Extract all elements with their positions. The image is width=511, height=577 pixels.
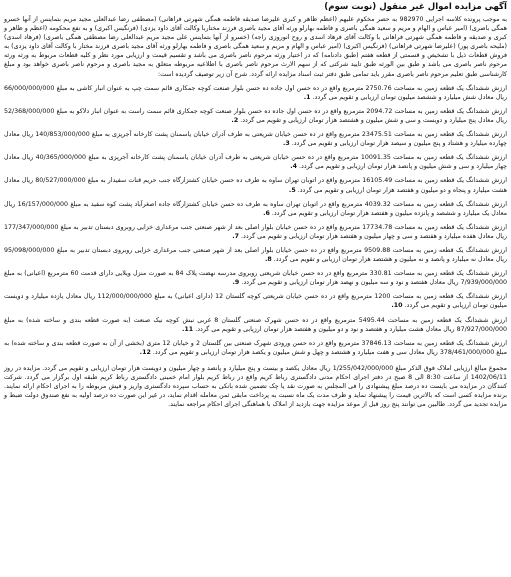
notice-title: آگهی مزایده اموال غیر منقول (نوبت سوم)	[324, 2, 507, 12]
property-item	[4, 339, 507, 357]
property-number: 12.	[139, 348, 151, 356]
property-number: 5.	[288, 186, 296, 194]
property-item	[4, 292, 507, 310]
auction-notice	[0, 1, 511, 577]
property-description: ارزش ششدانگ یک قطعه زمین به مساحت 4039.32 مترمربع واقع در اتوبان تهران ساوه به طرف ده حسن خیابان کشتزارگاه جاده اصغرآباد پشت کوه سفید به مبلغ 16/157/000/000 ریال معادل یک میلیارد و ششصد و پانزده میلیون و هفتصد هزار تومان ارزیابی و تقویم می گردد.	[4, 200, 507, 217]
property-number: 4.	[290, 163, 298, 171]
property-item	[4, 153, 507, 171]
property-number: 10.	[391, 302, 403, 310]
property-description: ارزش ششدانگ یک قطعه زمین به مساحت 2750.76 مترمربع واقع در ده حسن اول جاده ده حسن بلوار صنعت کوچه جمکاری قائم سمت چپ به عنوان انبار کاشی به مبلغ 66/000/000/000 ریال معادل شش میلیارد و ششصد میلیون تومان ارزیابی و تقویم می گردد.	[4, 84, 507, 101]
property-description: ارزش ششدانگ یک قطعه زمین به مساحت 1200 مترمربع واقع در ده حسن خیابان شریعتی کوچه گلستان 12 (دارای اعیانی) به مبلغ 112/000/000/000 ریال معادل یازده میلیارد و دویست میلیون تومان ارزیابی و تقویم می گردد.	[4, 293, 507, 310]
property-number: 11.	[182, 325, 194, 333]
property-number: 8.	[264, 256, 272, 264]
property-description: ارزش ششدانگ یک قطعه زمین به مساحت 17734.78 مترمربع واقع در ده حسن خیابان بلوار اصلی بعد از شهر صنعتی جنب مرغداری خزایی روبروی دبستان تدبیر به مبلغ 177/347/000/000 ریال معادل هفده میلیارد و هفتصد و سی و چهار میلیون و هفتصد هزار تومان ارزیابی و تقویم می گردد.	[4, 223, 507, 240]
property-number: 1.	[303, 93, 311, 101]
property-description: ارزش ششدانگ یک قطعه زمین به مساحت 2094.72 مترمربع واقع در ده حسن اول جاده ده حسن بلوار صنعت کوچه جمکاری قائم سمت راست به عنوان انبار دلاکو به مبلغ 52/368/000/000 ریال معادل پنج میلیارد و دویست و سی و شش میلیون و هشتصد هزار تومان ارزیابی و تقویم می گردد.	[4, 107, 507, 124]
property-item	[4, 84, 507, 102]
property-number: 2.	[231, 116, 239, 124]
property-number: 3.	[282, 140, 290, 148]
property-number: 7.	[232, 232, 240, 240]
property-number: 6.	[263, 209, 270, 217]
property-item	[4, 223, 507, 241]
property-item	[4, 130, 507, 148]
property-description: ارزش ششدانگ یک قطعه زمین به مساحت 9509.88 مترمربع واقع در ده حسن خیابان بلوار اصلی بعد از شهر صنعتی جنب مرغداری خزایی روبروی دبستان تدبیر به مبلغ 95/098/000/000 ریال معادل نه میلیارد و پانصد و نه میلیون و هشتصد هزار تومان ارزیابی و تقویم می گردد.	[4, 246, 507, 264]
property-item	[4, 269, 507, 287]
notice-intro: به موجب پرونده کلاسه اجرایی 982970 به حصر مخکوم علیهم (اعظم ظاهر و کبری علیرضا صدیقه فاطمه همگی شهرتی فراهانی) (مصطفی رضا عبدالعلی مجید مریم بتماینس از آنها خسرو همگی باصری) (امیر عباس و الهام و مریم و سعید همگی باصری و فاطمه بهارلو ورثه آقای مجید باصری فرزند مختاربا وکالت آقای داود یزدی) (فرنگیس اکبری) و به نفع محکومه (اعظم و ظاهر و کبری و صدیقه و فاطمه همگی شهرتی فراهانی با وکالت آقای فرهاد اسدی و روح انوروزی راجه) (خسرو از آنها بتماینس علی مجید مریم عبدالعلی رضا مصطفی همگی باصری) (فرهاد اسدی) (ملیحه باصری پور) (علیرضا شهرتی فراهانی) (فرنگیس اکبری) (امیر عباس و الهام و مریم و سعید همگی باصری و فاطمه بهارلو ورثه آقای مجید باصری فرزند مختار با وکالت آقای داود یزدی) به فروش قطعات ذیل با تشخیص و قسمتی از قطعه هفتم (طبق دادنامه) که در اختیار ورثه مرحوم ناصر باصری می باشد و تقسیم قیمت و ارزیابی مورد نظر و کلیه قطعات مربوط به ورثه ورثه مرحوم ناصر باصری می باشد و طبق بین الورثه طبق تایید شرکتی که از سهم الارث مرحوم ناصر باصری با اطلاعیه مربوطه متعلق به مجید باصری و مرحوم ناصر باصری خواهد بود و مبلغ کارشناسی طبق تعلیم مرحوم ناصر باصری مقرر باید تمامی طبق دفتر ثبت اسناد مزایده ارائه گردد. شرح آن زیر توصیف گردیده است:	[4, 16, 507, 78]
property-list	[4, 84, 507, 357]
property-description: ارزش ششدانگ یک قطعه زمین به مساحت 23475.51 مترمربع واقع در ده حسن خیابان شریعتی به طرف آدران خیابان یاسمنان پشت کارخانه آجرپزی به مبلغ 140/853/000/000 ریال معادل چهارده میلیارد و هشتاد و پنج میلیون و سیصد هزار تومان ارزیابی و تقویم می گردد.	[4, 131, 507, 148]
property-description: ارزش ششدانگ یک قطعه زمین به مساحت 16105.49 مترمربع واقع در اتوبان تهران ساوه به طرف ده حسن خیابان کشتزارگاه جنب حریم قنات سفیدار به مبلغ 80/527/000/000 ریال معادل هشت میلیارد و پنجاه و دو میلیون و هفتصد هزار تومان ارزیابی و تقویم می گردد.	[4, 177, 507, 194]
property-number: 9.	[232, 279, 240, 287]
property-item	[4, 200, 507, 218]
property-description: ارزش ششدانگ یک قطعه زمین به مساحت 10091.35 مترمربع واقع در ده حسن خیابان شریعتی به طرف آدران خیابان یاسمنان پشت کارخانه آجرپزی به مبلغ 40/365/000/000 ریال معادل چهار میلیارد و سی و شش میلیون و پانصد هزار تومان ارزیابی و تقویم می گردد.	[4, 154, 507, 171]
property-item	[4, 107, 507, 125]
property-description: ارزش ششدانگ یک قطعه زمین به مساحت 37846.13 مترمربع واقع در ده حسن ورودی شهرک صنعتی بین گلستان 2 و خیابان 12 متری (بخشی از آن به صورت قطعه بندی و ساخته شده) به مبلغ 378/461/000/000 ریال معادل سی و هفت میلیارد و هشتصد و چهل و شش میلیون و یکصد هزار تومان ارزیابی و تقویم می گردد.	[4, 339, 507, 356]
notice-footer: مجموع مبالغ ارزیابی املاک فوق الذکر مبلغ 1/255/042/000/000 ریال معادل یکصد و بیست و پنج میلیارد و پانصد و چهار میلیون و دویست هزار تومان ارزیابی و تقویم می گردد. مزایده در روز 1402/06/11 از ساعت 8:30 الی 8 صبح در دفتر اجرای احکام مدنی دادگستری رباط کریم واقع در رباط کریم بلوار امام خمینی دادگستری رباط کریم طبقه اول برگزار می گردد. شرکت کنندگان در مزایده می بایست ده درصد مبلغ پیشنهادی را فی المجلس به صورت نقد یا چک تضمین شده بانکی به حساب سپرده دادگستری واریز و فیش مربوطه را به اجرای احکام ارائه نمایند. برنده مزایده کسی است که بالاترین قیمت را پیشنهاد نماید و ظرف مدت یک ماه نسبت به پرداخت مابقی ثمن معامله اقدام نماید، در غیر این صورت ده درصد اولیه به نفع صندوق دولت ضبط و مزایده تجدید می گردد. طالبین می توانند پنج روز قبل از موعد مزایده جهت بازدید از املاک با هماهنگی اجرای احکام مراجعه نمایند.	[4, 364, 507, 409]
property-item	[4, 176, 507, 194]
property-item	[4, 316, 507, 334]
property-description: ارزش ششدانگ یک قطعه زمین به مساحت 330.81 مترمربع واقع در ده حسن خیابان شریعتی روبروی مدرسه نهضت پلاک 84 به صورت منزل ویلایی دارای قدمت 60 مترمربع (اعیانی) به مبلغ 7/939/000/000 ریال معادل هفتصد و نود و سه میلیون و نهصد هزار تومان ارزیابی و تقویم می گردد.	[4, 270, 507, 287]
property-description: ارزش ششدانگ یک قطعه زمین به مساحت 5495.44 مترمربع واقع در ده حسن شهرک صنعتی گلستان 8 غربی نبش کوچه نیک صنعت (به صورت قطعه بندی و ساخته شده) به مبلغ 87/927/000/000 ریال معادل هشت میلیارد و هفتصد و نود و دو میلیون و هفتصد هزار تومان ارزیابی و تقویم می گردد.	[4, 316, 507, 333]
property-item	[4, 246, 507, 264]
